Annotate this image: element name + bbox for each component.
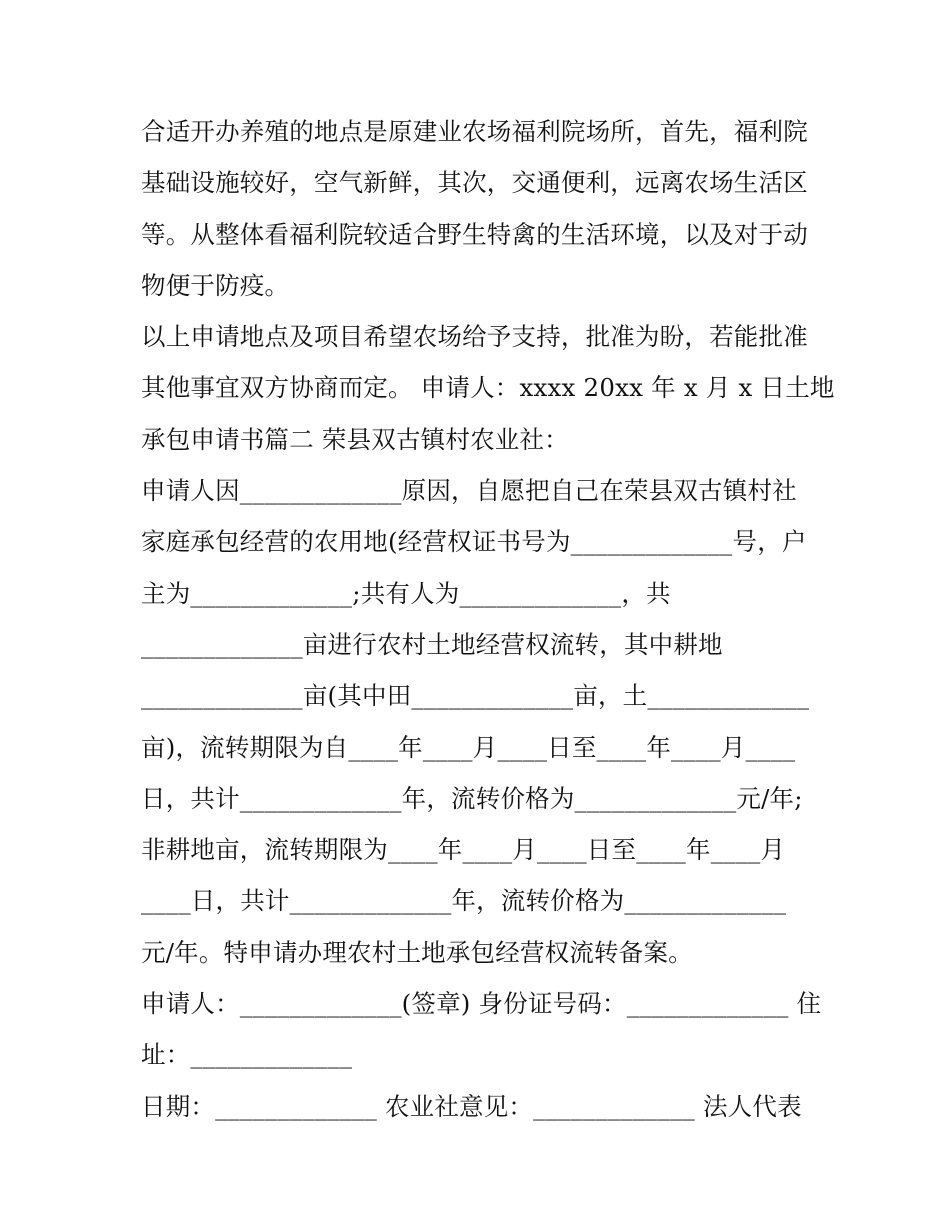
text-line-9: 家庭承包经营的农用地(经营权证书号为_____________号，户: [141, 527, 807, 557]
text-line-12: _____________亩(其中田_____________亩，土_____________: [141, 681, 810, 711]
text-line-7: 承包申请书篇二 荣县双古镇村农业社：: [141, 424, 569, 454]
document-body: [141, 106, 835, 1132]
text-line-6: 其他事宜双方协商而定。 申请人：xxxx 20xx 年 x 月 x 日土地: [141, 373, 835, 403]
text-line-1: 合适开办养殖的地点是原建业农场福利院场所，首先，福利院: [141, 117, 808, 146]
text-line-3: 等。从整体看福利院较适合野生特禽的生活环境，以及对于动: [141, 219, 808, 249]
text-line-14: 日，共计_____________年，流转价格为_____________元/年;: [141, 783, 803, 813]
text-line-16: ____日，共计_____________年，流转价格为_____________: [141, 886, 787, 916]
text-line-17: 元/年。特申请办理农村土地承包经营权流转备案。: [141, 937, 693, 967]
text-line-20: 日期：_____________ 农业社意见：_____________ 法人代表: [141, 1091, 802, 1121]
text-line-18: 申请人：_____________(签章) 身份证号码：_____________ 住: [141, 989, 822, 1019]
text-line-19: 址：_____________: [141, 1040, 353, 1070]
text-line-2: 基础设施较好，空气新鲜，其次，交通便利，远离农场生活区: [141, 168, 808, 198]
text-line-4: 物便于防疫。: [141, 270, 290, 300]
text-line-5: 以上申请地点及项目希望农场给予支持，批准为盼，若能批准: [141, 322, 808, 352]
text-line-11: _____________亩进行农村土地经营权流转，其中耕地: [141, 629, 723, 659]
text-line-13: 亩)，流转期限为自____年____月____日至____年____月____: [141, 732, 796, 762]
text-line-15: 非耕地亩，流转期限为____年____月____日至____年____月: [141, 835, 786, 865]
text-line-10: 主为_____________;共有人为_____________，共: [141, 578, 671, 608]
text-line-8: 申请人因_____________原因，自愿把自己在荣县双古镇村社: [141, 476, 797, 506]
